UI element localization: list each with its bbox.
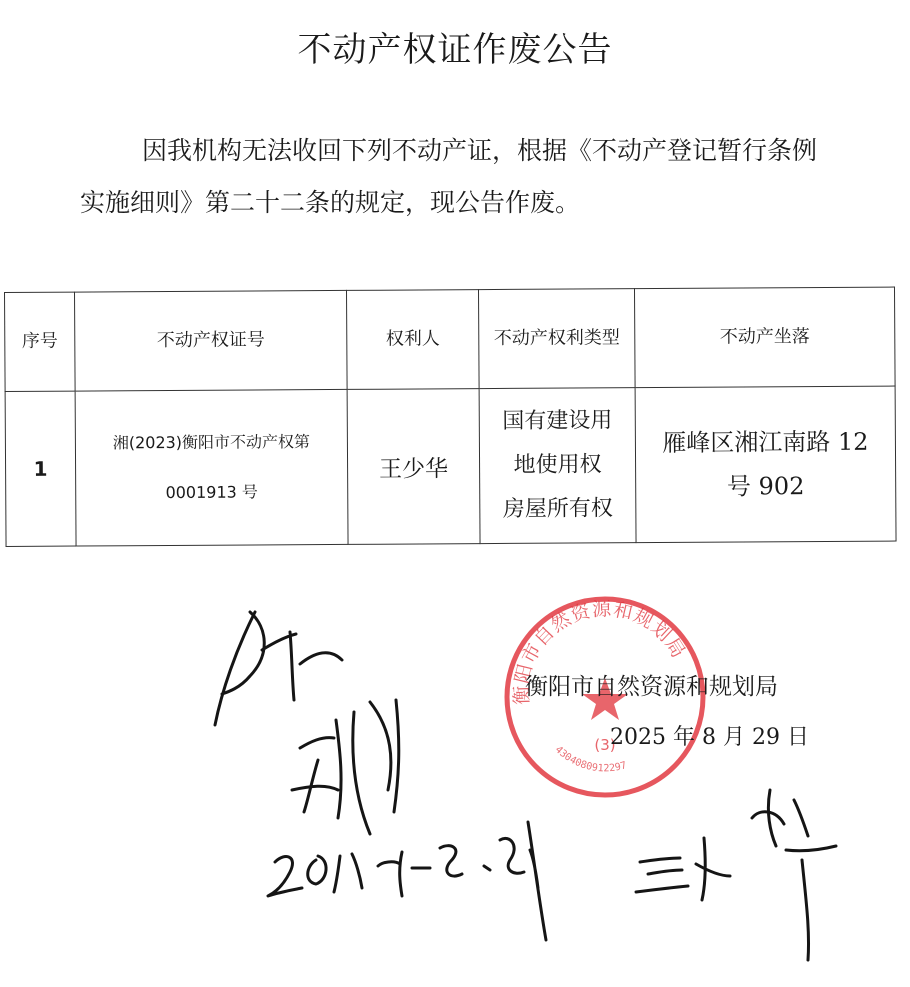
notice-body: 因我机构无法收回下列不动产证，根据《不动产登记暂行条例实施细则》第二十二条的规定，现公告作废。 — [80, 136, 818, 217]
right-type-line: 房屋所有权 — [502, 496, 613, 522]
header-cert-no: 不动产权证号 — [75, 290, 348, 391]
cell-holder: 王少华 — [347, 389, 480, 545]
location-line: 雁峰区湘江南路 12 — [662, 427, 869, 457]
handwritten-name-signature — [636, 790, 836, 960]
notice-title: 不动产权证作废公告 — [297, 30, 613, 70]
right-type-line: 地使用权 — [513, 452, 602, 478]
certificate-table — [4, 287, 897, 547]
handwritten-signature-left — [215, 612, 399, 834]
right-type-line: 国有建设用 — [502, 408, 613, 434]
seal-ring-text: 衡阳市自然资源和规划局 — [510, 598, 690, 706]
cert-no-line: 0001913 号 — [165, 482, 258, 503]
issuing-authority: 衡阳市自然资源和规划局 — [525, 674, 778, 700]
cell-cert-no — [75, 389, 348, 546]
header-right-type: 不动产权利类型 — [478, 289, 635, 389]
header-holder: 权利人 — [346, 290, 479, 390]
seal-code: 4304080912297 — [552, 744, 629, 775]
seal-number: (3) — [594, 736, 616, 754]
location-line: 号 902 — [726, 472, 805, 501]
handwritten-date-2025-8-29 — [268, 822, 546, 940]
cert-no-line: 湘(2023)衡阳市不动产权第 — [112, 432, 311, 453]
table-row — [5, 386, 896, 546]
cell-location — [635, 386, 896, 543]
cell-right-type — [479, 388, 636, 544]
header-location: 不动产坐落 — [634, 287, 895, 388]
cell-seq: 1 — [5, 391, 76, 546]
issue-date: 2025 年 8 月 29 日 — [610, 725, 809, 750]
table-header-row — [5, 287, 896, 391]
header-seq: 序号 — [5, 292, 76, 391]
